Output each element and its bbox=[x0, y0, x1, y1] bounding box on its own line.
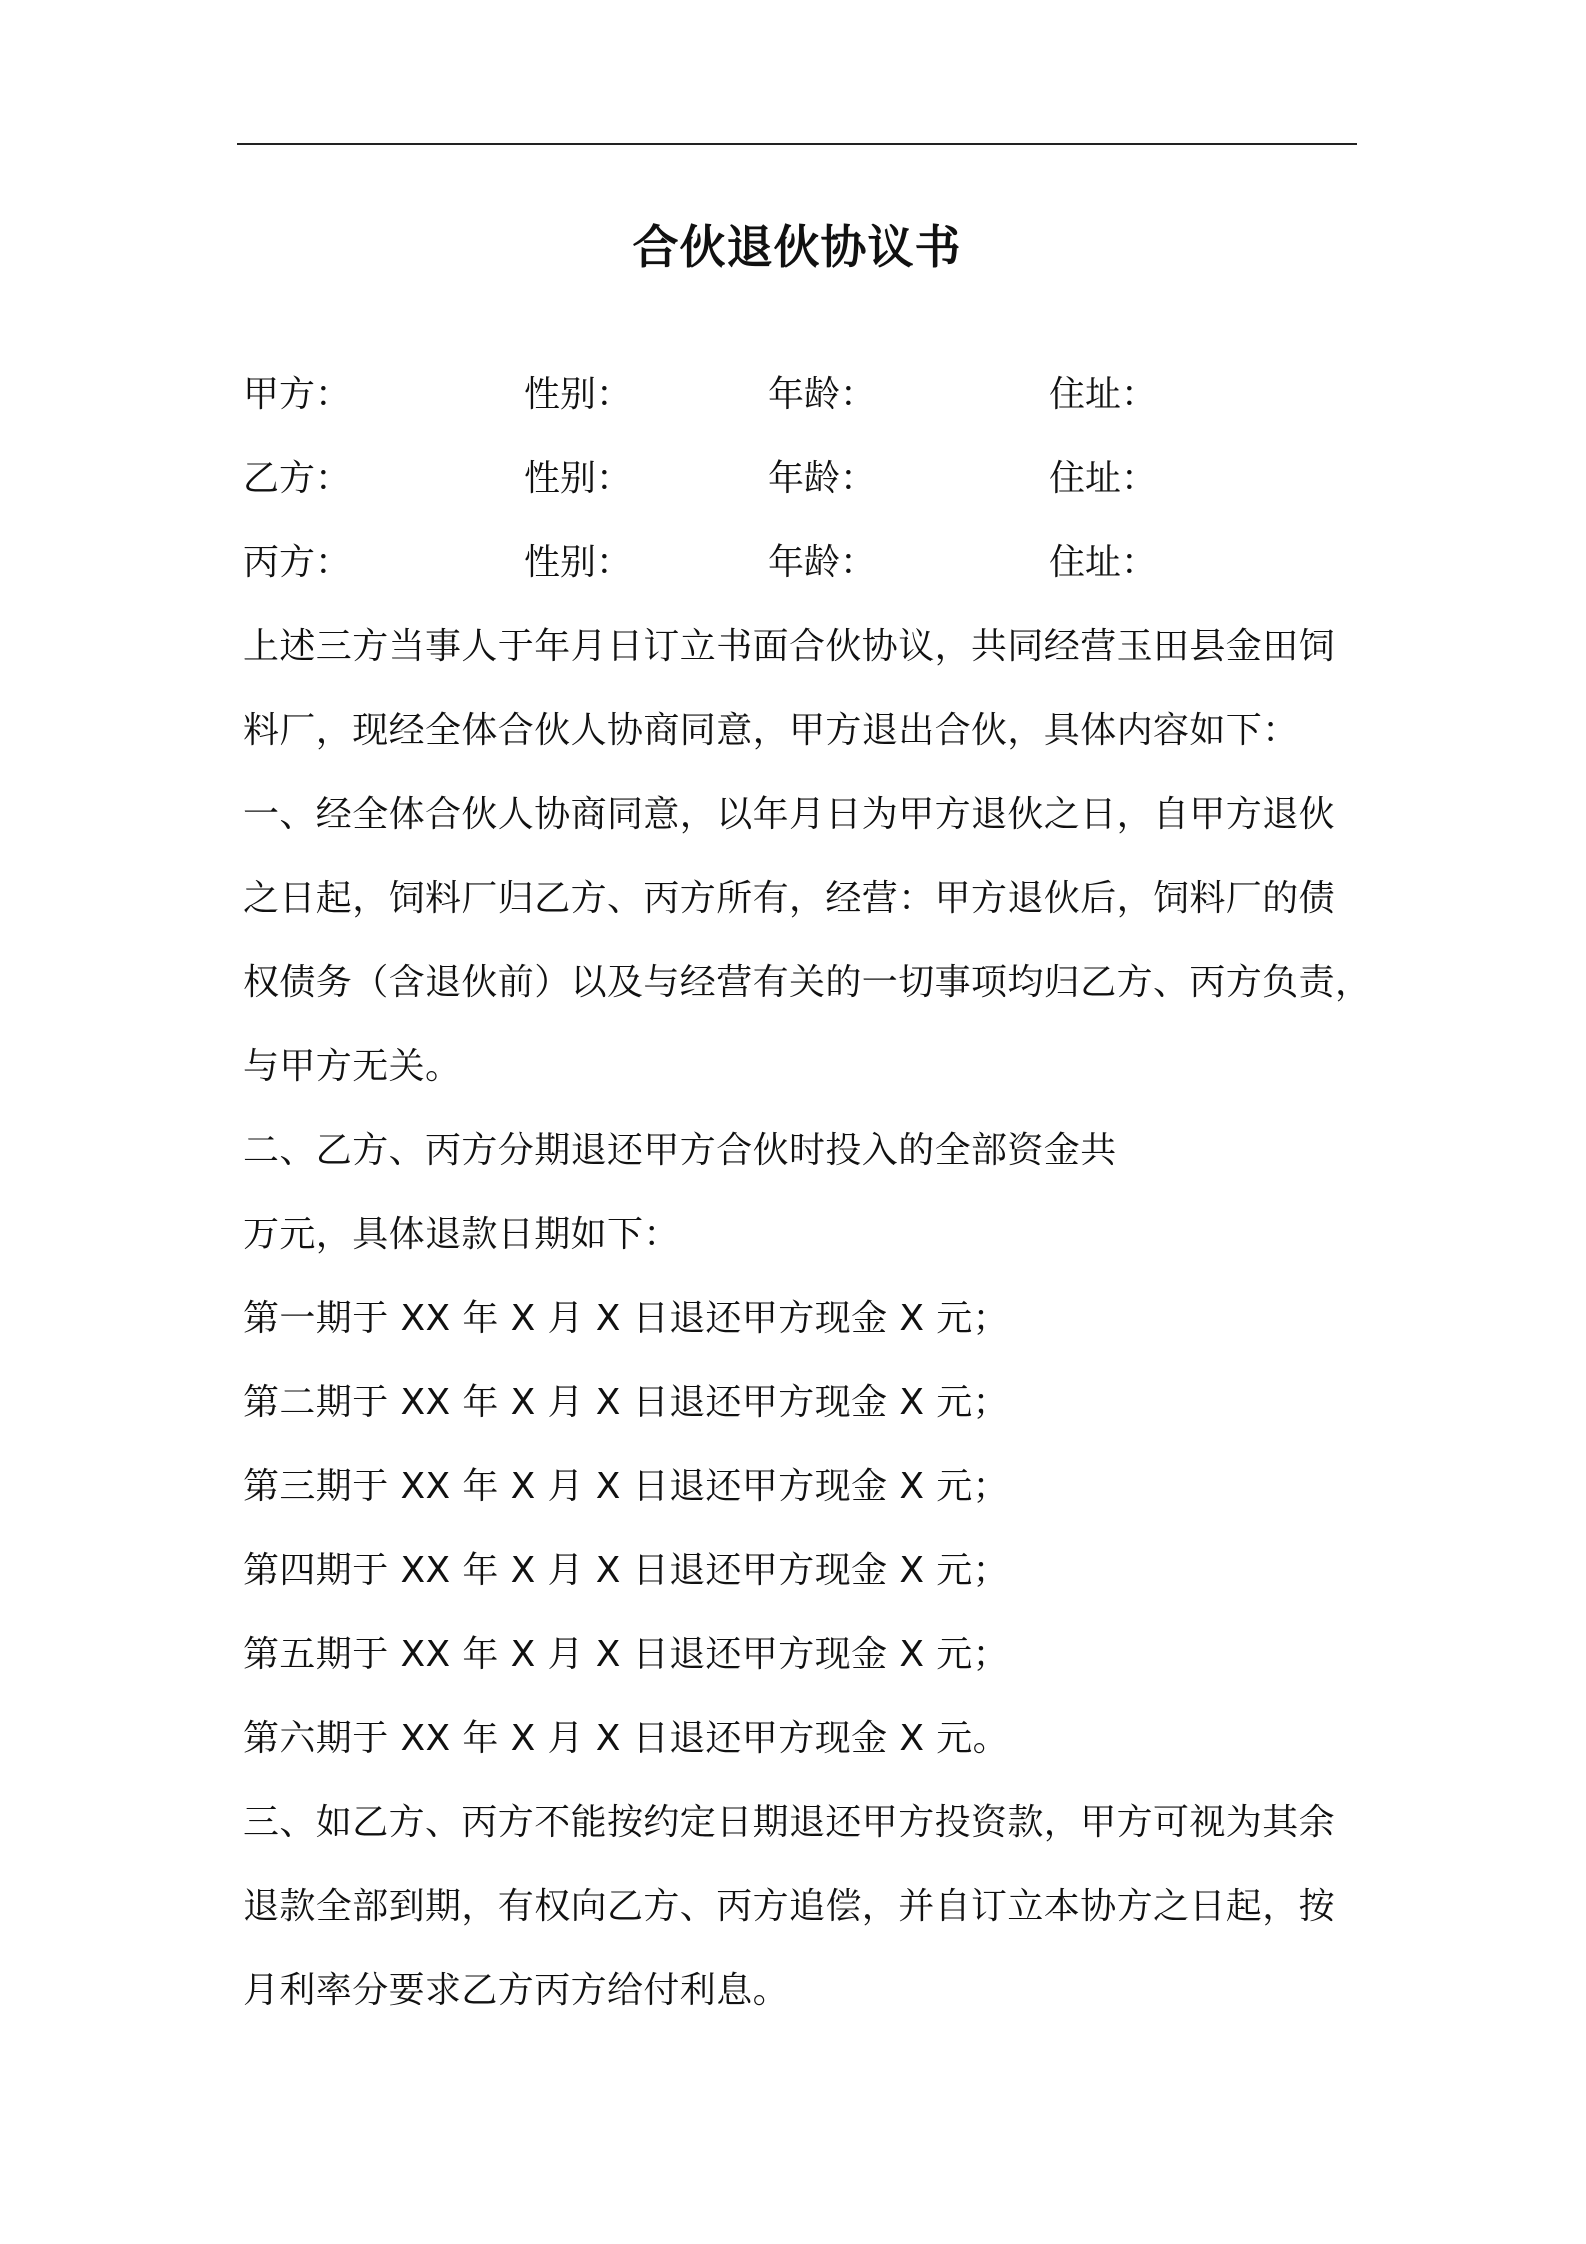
clause-one-line: 与甲方无关。 bbox=[243, 1046, 462, 1087]
clause-three-line: 三、如乙方、丙方不能按约定日期退还甲方投资款，甲方可视为其余 bbox=[243, 1802, 1336, 1843]
clause-one-line: 一、经全体合伙人协商同意，以年月日为甲方退伙之日，自甲方退伙 bbox=[243, 794, 1336, 835]
installment-line: 第四期于 XX 年 X 月 X 日退还甲方现金 X 元； bbox=[243, 1550, 1010, 1591]
party-address-label: 住址： bbox=[1049, 458, 1158, 499]
party-name-label: 乙方： bbox=[243, 458, 352, 499]
clause-one-line: 之日起，饲料厂归乙方、丙方所有，经营：甲方退伙后，饲料厂的债 bbox=[243, 878, 1336, 919]
intro-line: 料厂，现经全体合伙人协商同意，甲方退出合伙，具体内容如下： bbox=[243, 710, 1299, 751]
party-gender-label: 性别： bbox=[524, 374, 633, 415]
party-age-label: 年龄： bbox=[768, 458, 877, 499]
installment-line: 第五期于 XX 年 X 月 X 日退还甲方现金 X 元； bbox=[243, 1634, 1010, 1675]
party-gender-label: 性别： bbox=[524, 542, 633, 583]
clause-two-line: 二、乙方、丙方分期退还甲方合伙时投入的全部资金共 bbox=[243, 1130, 1117, 1171]
party-age-label: 年龄： bbox=[768, 374, 877, 415]
document-title: 合伙退伙协议书 bbox=[632, 220, 962, 274]
party-address-label: 住址： bbox=[1049, 542, 1158, 583]
clause-two-line: 万元，具体退款日期如下： bbox=[243, 1214, 680, 1255]
installment-line: 第一期于 XX 年 X 月 X 日退还甲方现金 X 元； bbox=[243, 1298, 1010, 1339]
clause-three-line: 月利率分要求乙方丙方给付利息。 bbox=[243, 1970, 790, 2011]
party-address-label: 住址： bbox=[1049, 374, 1158, 415]
installment-line: 第二期于 XX 年 X 月 X 日退还甲方现金 X 元； bbox=[243, 1382, 1010, 1423]
party-age-label: 年龄： bbox=[768, 542, 877, 583]
header-rule bbox=[237, 143, 1357, 145]
clause-three-line: 退款全部到期，有权向乙方、丙方追偿，并自订立本协方之日起，按 bbox=[243, 1886, 1336, 1927]
intro-line: 上述三方当事人于年月日订立书面合伙协议，共同经营玉田县金田饲 bbox=[243, 626, 1336, 667]
party-row-a bbox=[243, 367, 1353, 423]
party-gender-label: 性别： bbox=[524, 458, 633, 499]
party-name-label: 甲方： bbox=[243, 374, 352, 415]
installment-line: 第三期于 XX 年 X 月 X 日退还甲方现金 X 元； bbox=[243, 1466, 1010, 1507]
party-name-label: 丙方： bbox=[243, 542, 352, 583]
party-row-c bbox=[243, 535, 1353, 591]
party-row-b bbox=[243, 451, 1353, 507]
installment-line: 第六期于 XX 年 X 月 X 日退还甲方现金 X 元。 bbox=[243, 1718, 1010, 1759]
clause-one-line: 权债务（含退伙前）以及与经营有关的一切事项均归乙方、丙方负责， bbox=[243, 962, 1372, 1003]
